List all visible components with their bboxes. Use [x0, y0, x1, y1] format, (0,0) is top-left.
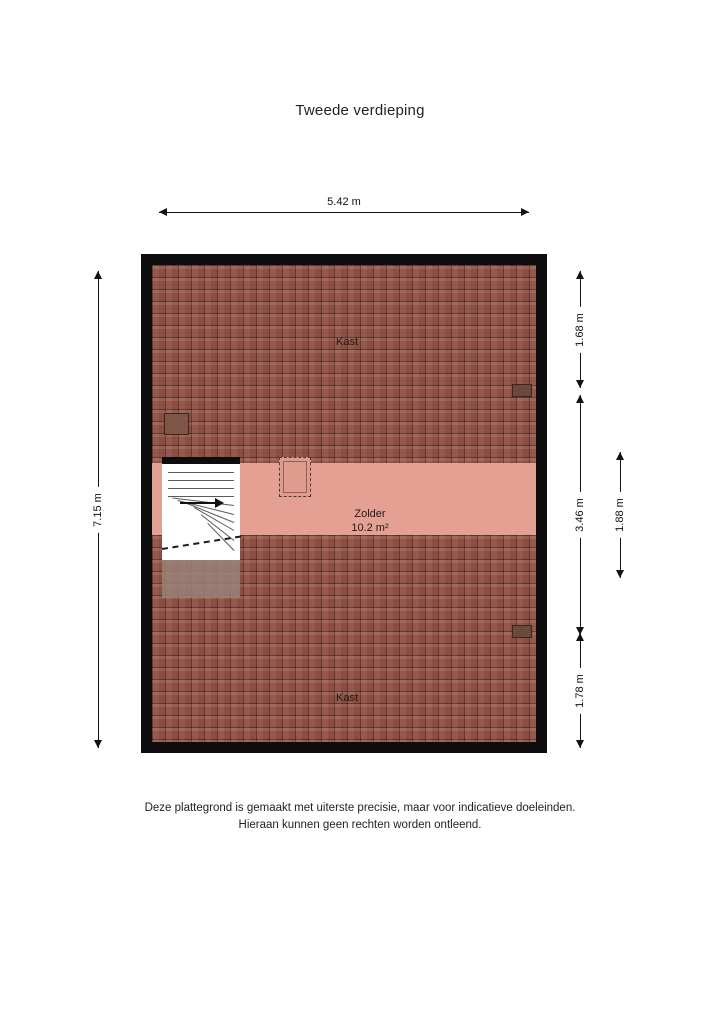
room-name: Zolder [354, 508, 386, 520]
dimension-label [574, 307, 586, 353]
dimension-top-width [159, 196, 529, 224]
roof-hatch-icon [279, 457, 311, 497]
roof-vent-right-top-icon [512, 384, 532, 397]
disclaimer-line-1: Deze plattegrond is gemaakt met uiterste precisie, maar voor indicatieve doeleinden. [144, 802, 576, 814]
room-name: Kast [335, 336, 358, 348]
arrow-up-icon [576, 633, 584, 641]
dimension-line [159, 212, 529, 213]
arrow-up-icon [94, 271, 102, 279]
floor-plan [141, 254, 547, 753]
dimension-left-height [86, 271, 110, 748]
dimension-text: 1.68 m [574, 307, 586, 353]
arrow-up-icon [576, 395, 584, 403]
dimension-right-middle [568, 395, 592, 635]
dimension-label [614, 492, 626, 538]
lower-landing-area [162, 560, 240, 598]
roof-window-left-icon [164, 413, 189, 435]
arrow-up-icon [616, 452, 624, 460]
dimension-right-upper [568, 271, 592, 388]
page-title: Tweede verdieping [295, 102, 425, 119]
dimension-label [92, 487, 104, 533]
dimension-label [574, 492, 586, 538]
dimension-text: 7.15 m [92, 487, 104, 533]
arrow-down-icon [576, 740, 584, 748]
dimension-right-lower [568, 633, 592, 748]
disclaimer [0, 800, 720, 834]
dimension-text: 3.46 m [574, 492, 586, 538]
dimension-label [159, 196, 529, 208]
arrow-down-icon [94, 740, 102, 748]
roof-area-top [152, 265, 536, 463]
roof-hatch-inner [283, 461, 307, 493]
room-name: Kast [335, 692, 358, 704]
disclaimer-line-2: Hieraan kunnen geen rechten worden ontleend. [238, 819, 482, 831]
stair-ledge [162, 457, 240, 464]
room-label-kast-bottom [307, 691, 387, 705]
dimension-text: 5.42 m [321, 196, 367, 208]
arrow-left-icon [159, 208, 167, 216]
room-label-zolder [330, 507, 410, 535]
arrow-up-icon [576, 271, 584, 279]
room-area: 10.2 m² [351, 522, 389, 534]
arrow-down-icon [616, 570, 624, 578]
roof-vent-right-bottom-icon [512, 625, 532, 638]
room-label-kast-top [307, 335, 387, 349]
dimension-label [574, 668, 586, 714]
arrow-right-icon [521, 208, 529, 216]
dimension-text: 1.78 m [574, 668, 586, 714]
dimension-text: 1.88 m [614, 492, 626, 538]
arrow-down-icon [576, 380, 584, 388]
dimension-right-outer [608, 452, 632, 578]
floor-plan-interior [152, 265, 536, 742]
stair-direction-arrow-icon [180, 502, 222, 504]
